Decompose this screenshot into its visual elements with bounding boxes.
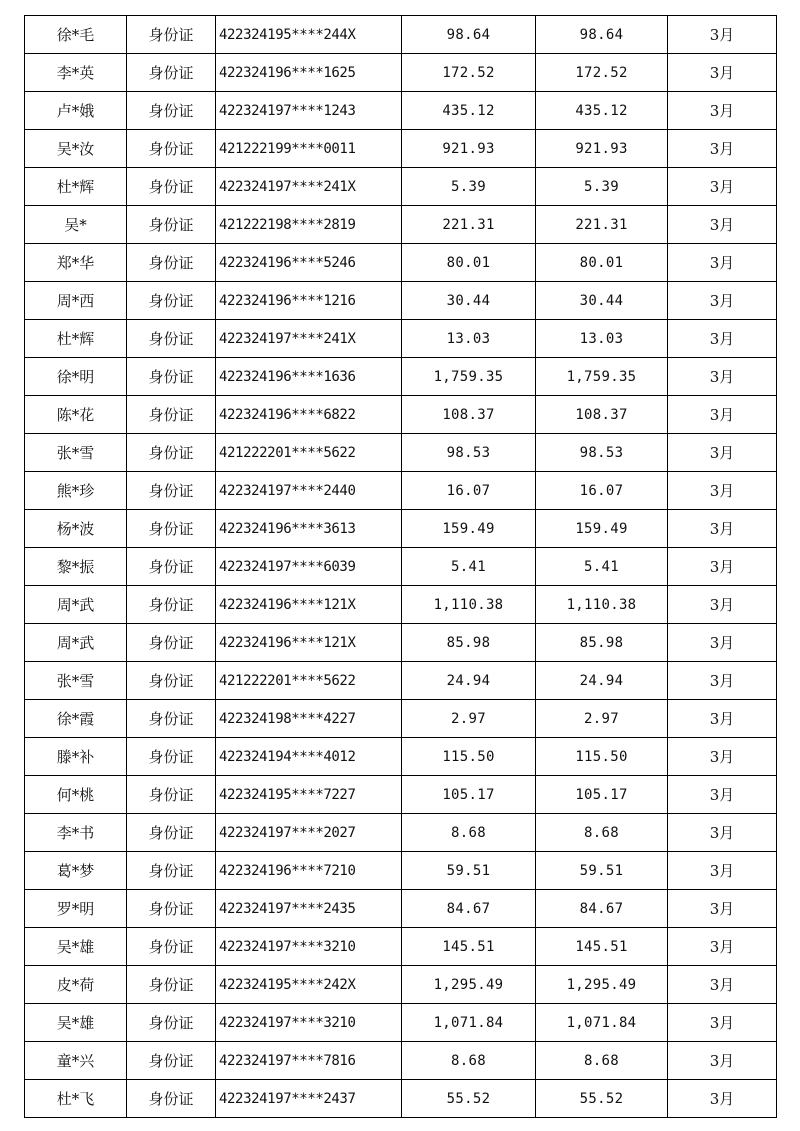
name-cell: 童*兴 bbox=[25, 1042, 127, 1080]
table-row bbox=[25, 928, 777, 966]
table-row bbox=[25, 700, 777, 738]
table-row bbox=[25, 624, 777, 662]
table-row bbox=[25, 776, 777, 814]
id-number-cell: 422324197****6039 bbox=[216, 548, 402, 586]
id-number-cell: 422324196****7210 bbox=[216, 852, 402, 890]
amount-cell: 13.03 bbox=[402, 320, 536, 358]
id-type-cell: 身份证 bbox=[127, 510, 216, 548]
name-cell: 吴*汝 bbox=[25, 130, 127, 168]
table-row bbox=[25, 92, 777, 130]
amount-cell: 84.67 bbox=[402, 890, 536, 928]
month-cell: 3月 bbox=[668, 586, 777, 624]
month-cell: 3月 bbox=[668, 624, 777, 662]
month-cell: 3月 bbox=[668, 54, 777, 92]
month-cell: 3月 bbox=[668, 434, 777, 472]
month-cell: 3月 bbox=[668, 358, 777, 396]
month-cell: 3月 bbox=[668, 130, 777, 168]
month-cell: 3月 bbox=[668, 890, 777, 928]
id-type-cell: 身份证 bbox=[127, 928, 216, 966]
table-row bbox=[25, 510, 777, 548]
paid-amount-cell: 159.49 bbox=[536, 510, 668, 548]
id-number-cell: 422324195****7227 bbox=[216, 776, 402, 814]
id-type-cell: 身份证 bbox=[127, 738, 216, 776]
table-row bbox=[25, 1004, 777, 1042]
id-type-cell: 身份证 bbox=[127, 244, 216, 282]
month-cell: 3月 bbox=[668, 92, 777, 130]
month-cell: 3月 bbox=[668, 1080, 777, 1118]
paid-amount-cell: 172.52 bbox=[536, 54, 668, 92]
table-row bbox=[25, 54, 777, 92]
id-number-cell: 422324195****244X bbox=[216, 16, 402, 54]
paid-amount-cell: 221.31 bbox=[536, 206, 668, 244]
amount-cell: 80.01 bbox=[402, 244, 536, 282]
id-number-cell: 422324197****1243 bbox=[216, 92, 402, 130]
id-type-cell: 身份证 bbox=[127, 434, 216, 472]
id-number-cell: 422324197****2027 bbox=[216, 814, 402, 852]
name-cell: 吴*雄 bbox=[25, 928, 127, 966]
paid-amount-cell: 98.53 bbox=[536, 434, 668, 472]
name-cell: 杜*飞 bbox=[25, 1080, 127, 1118]
amount-cell: 8.68 bbox=[402, 1042, 536, 1080]
id-type-cell: 身份证 bbox=[127, 320, 216, 358]
name-cell: 杜*辉 bbox=[25, 168, 127, 206]
id-type-cell: 身份证 bbox=[127, 852, 216, 890]
paid-amount-cell: 5.41 bbox=[536, 548, 668, 586]
amount-cell: 172.52 bbox=[402, 54, 536, 92]
name-cell: 黎*振 bbox=[25, 548, 127, 586]
table-row bbox=[25, 1042, 777, 1080]
id-number-cell: 422324197****2437 bbox=[216, 1080, 402, 1118]
name-cell: 郑*华 bbox=[25, 244, 127, 282]
id-type-cell: 身份证 bbox=[127, 54, 216, 92]
amount-cell: 98.53 bbox=[402, 434, 536, 472]
id-number-cell: 422324196****121X bbox=[216, 624, 402, 662]
id-number-cell: 421222198****2819 bbox=[216, 206, 402, 244]
table-row bbox=[25, 206, 777, 244]
id-number-cell: 422324197****241X bbox=[216, 168, 402, 206]
month-cell: 3月 bbox=[668, 282, 777, 320]
id-type-cell: 身份证 bbox=[127, 168, 216, 206]
id-number-cell: 422324195****242X bbox=[216, 966, 402, 1004]
month-cell: 3月 bbox=[668, 928, 777, 966]
amount-cell: 5.41 bbox=[402, 548, 536, 586]
amount-cell: 145.51 bbox=[402, 928, 536, 966]
id-type-cell: 身份证 bbox=[127, 1042, 216, 1080]
table-row bbox=[25, 282, 777, 320]
paid-amount-cell: 108.37 bbox=[536, 396, 668, 434]
name-cell: 熊*珍 bbox=[25, 472, 127, 510]
id-number-cell: 422324197****3210 bbox=[216, 928, 402, 966]
month-cell: 3月 bbox=[668, 700, 777, 738]
id-type-cell: 身份证 bbox=[127, 206, 216, 244]
month-cell: 3月 bbox=[668, 1042, 777, 1080]
paid-amount-cell: 84.67 bbox=[536, 890, 668, 928]
name-cell: 滕*补 bbox=[25, 738, 127, 776]
paid-amount-cell: 921.93 bbox=[536, 130, 668, 168]
name-cell: 李*书 bbox=[25, 814, 127, 852]
name-cell: 徐*毛 bbox=[25, 16, 127, 54]
paid-amount-cell: 1,759.35 bbox=[536, 358, 668, 396]
amount-cell: 221.31 bbox=[402, 206, 536, 244]
amount-cell: 435.12 bbox=[402, 92, 536, 130]
paid-amount-cell: 1,295.49 bbox=[536, 966, 668, 1004]
id-number-cell: 422324196****3613 bbox=[216, 510, 402, 548]
name-cell: 周*武 bbox=[25, 624, 127, 662]
id-type-cell: 身份证 bbox=[127, 966, 216, 1004]
id-type-cell: 身份证 bbox=[127, 662, 216, 700]
month-cell: 3月 bbox=[668, 966, 777, 1004]
paid-amount-cell: 16.07 bbox=[536, 472, 668, 510]
name-cell: 陈*花 bbox=[25, 396, 127, 434]
month-cell: 3月 bbox=[668, 814, 777, 852]
id-type-cell: 身份证 bbox=[127, 396, 216, 434]
amount-cell: 105.17 bbox=[402, 776, 536, 814]
table-row bbox=[25, 662, 777, 700]
amount-cell: 2.97 bbox=[402, 700, 536, 738]
table-row bbox=[25, 814, 777, 852]
amount-cell: 159.49 bbox=[402, 510, 536, 548]
paid-amount-cell: 13.03 bbox=[536, 320, 668, 358]
paid-amount-cell: 98.64 bbox=[536, 16, 668, 54]
amount-cell: 30.44 bbox=[402, 282, 536, 320]
id-number-cell: 422324194****4012 bbox=[216, 738, 402, 776]
id-number-cell: 421222201****5622 bbox=[216, 434, 402, 472]
id-number-cell: 422324196****1216 bbox=[216, 282, 402, 320]
amount-cell: 98.64 bbox=[402, 16, 536, 54]
name-cell: 罗*明 bbox=[25, 890, 127, 928]
name-cell: 何*桃 bbox=[25, 776, 127, 814]
amount-cell: 108.37 bbox=[402, 396, 536, 434]
id-type-cell: 身份证 bbox=[127, 92, 216, 130]
id-type-cell: 身份证 bbox=[127, 814, 216, 852]
paid-amount-cell: 435.12 bbox=[536, 92, 668, 130]
amount-cell: 16.07 bbox=[402, 472, 536, 510]
table-row bbox=[25, 890, 777, 928]
month-cell: 3月 bbox=[668, 1004, 777, 1042]
amount-cell: 1,759.35 bbox=[402, 358, 536, 396]
table-row bbox=[25, 586, 777, 624]
amount-cell: 55.52 bbox=[402, 1080, 536, 1118]
amount-cell: 1,295.49 bbox=[402, 966, 536, 1004]
paid-amount-cell: 1,071.84 bbox=[536, 1004, 668, 1042]
table-body bbox=[25, 16, 777, 1118]
id-type-cell: 身份证 bbox=[127, 776, 216, 814]
name-cell: 徐*明 bbox=[25, 358, 127, 396]
paid-amount-cell: 59.51 bbox=[536, 852, 668, 890]
id-number-cell: 421222199****0011 bbox=[216, 130, 402, 168]
month-cell: 3月 bbox=[668, 472, 777, 510]
month-cell: 3月 bbox=[668, 206, 777, 244]
amount-cell: 5.39 bbox=[402, 168, 536, 206]
name-cell: 杜*辉 bbox=[25, 320, 127, 358]
name-cell: 张*雪 bbox=[25, 662, 127, 700]
amount-cell: 8.68 bbox=[402, 814, 536, 852]
id-type-cell: 身份证 bbox=[127, 548, 216, 586]
month-cell: 3月 bbox=[668, 168, 777, 206]
id-type-cell: 身份证 bbox=[127, 282, 216, 320]
paid-amount-cell: 80.01 bbox=[536, 244, 668, 282]
name-cell: 张*雪 bbox=[25, 434, 127, 472]
name-cell: 周*西 bbox=[25, 282, 127, 320]
month-cell: 3月 bbox=[668, 16, 777, 54]
amount-cell: 921.93 bbox=[402, 130, 536, 168]
month-cell: 3月 bbox=[668, 396, 777, 434]
paid-amount-cell: 5.39 bbox=[536, 168, 668, 206]
id-number-cell: 422324197****2440 bbox=[216, 472, 402, 510]
table-row bbox=[25, 434, 777, 472]
id-type-cell: 身份证 bbox=[127, 472, 216, 510]
id-type-cell: 身份证 bbox=[127, 586, 216, 624]
name-cell: 卢*娥 bbox=[25, 92, 127, 130]
id-type-cell: 身份证 bbox=[127, 358, 216, 396]
paid-amount-cell: 115.50 bbox=[536, 738, 668, 776]
table-row bbox=[25, 244, 777, 282]
amount-cell: 85.98 bbox=[402, 624, 536, 662]
table-row bbox=[25, 738, 777, 776]
paid-amount-cell: 8.68 bbox=[536, 1042, 668, 1080]
id-number-cell: 422324196****121X bbox=[216, 586, 402, 624]
paid-amount-cell: 105.17 bbox=[536, 776, 668, 814]
month-cell: 3月 bbox=[668, 320, 777, 358]
table-row bbox=[25, 396, 777, 434]
amount-cell: 115.50 bbox=[402, 738, 536, 776]
name-cell: 葛*梦 bbox=[25, 852, 127, 890]
id-type-cell: 身份证 bbox=[127, 16, 216, 54]
table-row bbox=[25, 168, 777, 206]
month-cell: 3月 bbox=[668, 852, 777, 890]
id-number-cell: 422324196****6822 bbox=[216, 396, 402, 434]
name-cell: 吴* bbox=[25, 206, 127, 244]
table-row bbox=[25, 472, 777, 510]
table-row bbox=[25, 130, 777, 168]
month-cell: 3月 bbox=[668, 662, 777, 700]
id-number-cell: 422324197****2435 bbox=[216, 890, 402, 928]
id-type-cell: 身份证 bbox=[127, 130, 216, 168]
name-cell: 李*英 bbox=[25, 54, 127, 92]
month-cell: 3月 bbox=[668, 738, 777, 776]
name-cell: 周*武 bbox=[25, 586, 127, 624]
table-row bbox=[25, 548, 777, 586]
amount-cell: 59.51 bbox=[402, 852, 536, 890]
id-type-cell: 身份证 bbox=[127, 1004, 216, 1042]
month-cell: 3月 bbox=[668, 548, 777, 586]
id-type-cell: 身份证 bbox=[127, 1080, 216, 1118]
paid-amount-cell: 85.98 bbox=[536, 624, 668, 662]
month-cell: 3月 bbox=[668, 510, 777, 548]
month-cell: 3月 bbox=[668, 244, 777, 282]
table-row bbox=[25, 852, 777, 890]
name-cell: 吴*雄 bbox=[25, 1004, 127, 1042]
name-cell: 杨*波 bbox=[25, 510, 127, 548]
paid-amount-cell: 2.97 bbox=[536, 700, 668, 738]
paid-amount-cell: 30.44 bbox=[536, 282, 668, 320]
paid-amount-cell: 145.51 bbox=[536, 928, 668, 966]
id-number-cell: 422324196****5246 bbox=[216, 244, 402, 282]
table-row bbox=[25, 16, 777, 54]
paid-amount-cell: 24.94 bbox=[536, 662, 668, 700]
table-row bbox=[25, 358, 777, 396]
id-type-cell: 身份证 bbox=[127, 890, 216, 928]
id-number-cell: 422324196****1636 bbox=[216, 358, 402, 396]
amount-cell: 1,110.38 bbox=[402, 586, 536, 624]
id-type-cell: 身份证 bbox=[127, 700, 216, 738]
id-number-cell: 422324197****7816 bbox=[216, 1042, 402, 1080]
table-row bbox=[25, 1080, 777, 1118]
table-row bbox=[25, 320, 777, 358]
month-cell: 3月 bbox=[668, 776, 777, 814]
id-number-cell: 422324197****3210 bbox=[216, 1004, 402, 1042]
name-cell: 徐*霞 bbox=[25, 700, 127, 738]
data-table bbox=[24, 15, 777, 1118]
paid-amount-cell: 1,110.38 bbox=[536, 586, 668, 624]
id-number-cell: 422324196****1625 bbox=[216, 54, 402, 92]
paid-amount-cell: 8.68 bbox=[536, 814, 668, 852]
id-number-cell: 422324198****4227 bbox=[216, 700, 402, 738]
id-number-cell: 422324197****241X bbox=[216, 320, 402, 358]
table-row bbox=[25, 966, 777, 1004]
paid-amount-cell: 55.52 bbox=[536, 1080, 668, 1118]
amount-cell: 1,071.84 bbox=[402, 1004, 536, 1042]
amount-cell: 24.94 bbox=[402, 662, 536, 700]
id-number-cell: 421222201****5622 bbox=[216, 662, 402, 700]
id-type-cell: 身份证 bbox=[127, 624, 216, 662]
name-cell: 皮*荷 bbox=[25, 966, 127, 1004]
